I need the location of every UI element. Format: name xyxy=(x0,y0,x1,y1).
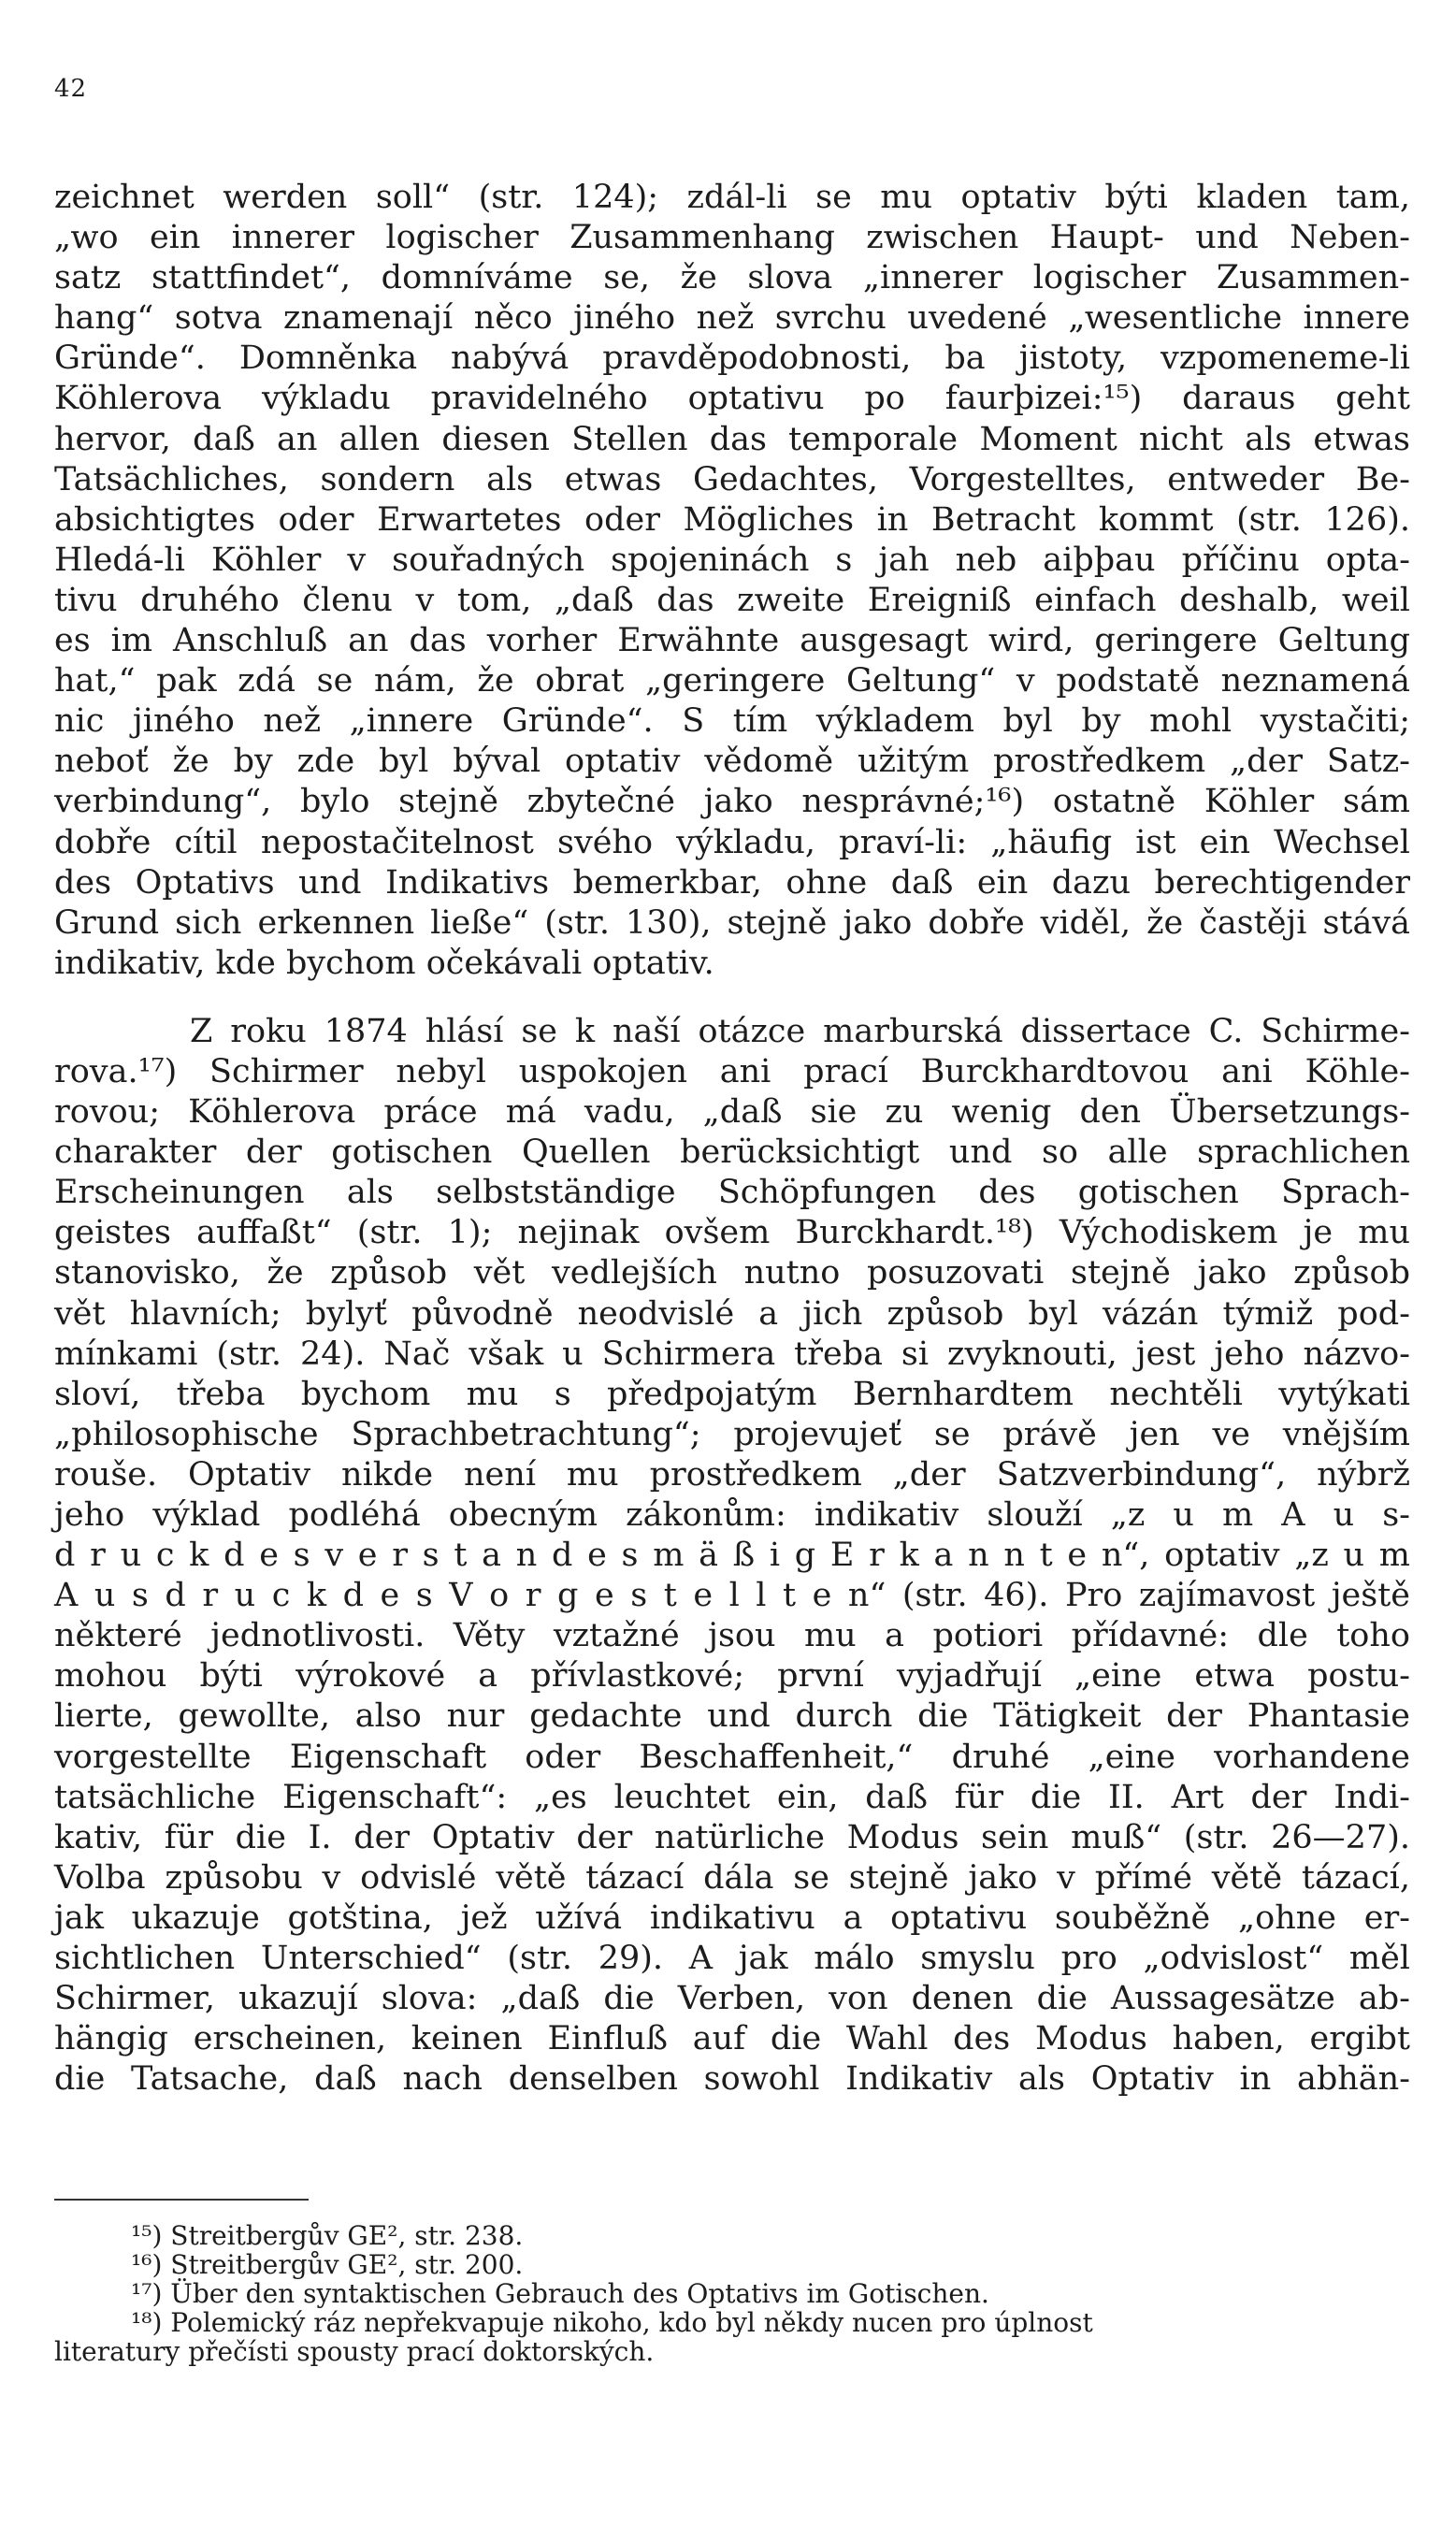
text-line: rouše. Optativ nikde není mu prostředkem „der Satzverbindung“, nýbrž xyxy=(54,1455,1410,1494)
text-line: Tatsächliches, sondern als etwas Gedachtes, Vorgestelltes, entweder Be- xyxy=(54,460,1410,498)
text-line: rova.¹⁷) Schirmer nebyl uspokojen ani prací Burckhardtovou ani Köhle- xyxy=(54,1052,1410,1090)
footnote: ¹⁸) Polemický ráz nepřekvapuje nikoho, kdo byl někdy nucen pro úplnost xyxy=(131,2307,1093,2338)
footnote-divider xyxy=(54,2199,309,2201)
footnote: ¹⁵) Streitbergův GE², str. 238. xyxy=(131,2220,524,2251)
text-line: satz stattfindet“, domníváme se, že slova „innerer logischer Zusammen- xyxy=(54,259,1410,297)
body-text xyxy=(54,178,1410,2100)
footnote: ¹⁶) Streitbergův GE², str. 200. xyxy=(131,2249,524,2280)
text-line: „wo ein innerer logischer Zusammenhang zwischen Haupt- und Neben- xyxy=(54,219,1410,257)
text-line: A u s d r u c k d e s V o r g e s t e l l t e n“ (str. 46). Pro zajímavost ještě xyxy=(54,1577,1410,1615)
text-line: dobře cítil nepostačitelnost svého výkladu, praví-li: „häufig ist ein Wechsel xyxy=(54,823,1410,861)
text-line: stanovisko, že způsob vět vedlejších nutno posuzovati stejně jako způsob xyxy=(54,1254,1410,1292)
text-line: Erscheinungen als selbstständige Schöpfungen des gotischen Sprach- xyxy=(54,1174,1410,1212)
paragraph-start-line: Z roku 1874 hlásí se k naší otázce marburská dissertace C. Schirme- xyxy=(190,1012,1410,1050)
text-line: tivu druhého členu v tom, „daß das zweite Ereigniß einfach deshalb, weil xyxy=(54,581,1410,619)
footnote: ¹⁷) Über den syntaktischen Gebrauch des Optativs im Gotischen. xyxy=(131,2278,989,2309)
text-line: vět hlavních; bylyť původně neodvislé a jich způsob byl vázán týmiž pod- xyxy=(54,1294,1410,1333)
paragraph-break xyxy=(54,984,1410,1012)
text-line: Köhlerova výkladu pravidelného optativu po faurþizei:¹⁵) daraus geht xyxy=(54,380,1410,418)
text-line: sichtlichen Unterschied“ (str. 29). A jak málo smyslu pro „odvislost“ měl xyxy=(54,1940,1410,1978)
text-line: mínkami (str. 24). Nač však u Schirmera třeba si zvyknouti, jest jeho názvo- xyxy=(54,1335,1410,1373)
text-line: nic jiného než „innere Gründe“. S tím výkladem byl by mohl vystačiti; xyxy=(54,702,1410,741)
text-line: lierte, gewollte, also nur gedachte und durch die Tätigkeit der Phantasie xyxy=(54,1697,1410,1736)
page-number: 42 xyxy=(54,75,88,103)
text-line: absichtigtes oder Erwartetes oder Mögliches in Betracht kommt (str. 126). xyxy=(54,500,1410,539)
text-line: die Tatsache, daß nach denselben sowohl Indikativ als Optativ in abhän- xyxy=(54,2060,1410,2099)
text-line: hat,“ pak zdá se nám, že obrat „geringere Geltung“ v podstatě neznamená xyxy=(54,662,1410,700)
text-line: mohou býti výrokové a přívlastkové; první vyjadřují „eine etwa postu- xyxy=(54,1657,1410,1696)
text-line: geistes auffaßt“ (str. 1); nejinak ovšem Burckhardt.¹⁸) Východiskem je mu xyxy=(54,1214,1410,1252)
text-line: neboť že by zde byl býval optativ vědomě užitým prostředkem „der Satz- xyxy=(54,743,1410,781)
text-line: „philosophische Sprachbetrachtung“; projevujeť se právě jen ve vnějším xyxy=(54,1415,1410,1453)
text-line: sloví, třeba bychom mu s předpojatým Bernhardtem nechtěli vytýkati xyxy=(54,1375,1410,1413)
text-line: zeichnet werden soll“ (str. 124); zdál-li se mu optativ býti kladen tam, xyxy=(54,179,1410,216)
footnote-continuation: literatury přečísti spousty prací doktorských. xyxy=(54,2336,655,2367)
text-line: tatsächliche Eigenschaft“: „es leuchtet ein, daß für die II. Art der Indi- xyxy=(54,1778,1410,1816)
text-line: hängig erscheinen, keinen Einfluß auf die Wahl des Modus haben, ergibt xyxy=(54,2020,1410,2058)
text-line: hang“ sotva znamenají něco jiného než svrchu uvedené „wesentliche innere xyxy=(54,299,1410,338)
paragraph-end-line: indikativ, kde bychom očekávali optativ. xyxy=(54,944,714,982)
text-line: kativ, für die I. der Optativ der natürliche Modus sein muß“ (str. 26—27). xyxy=(54,1818,1410,1856)
text-line: vorgestellte Eigenschaft oder Beschaffenheit,“ druhé „eine vorhandene xyxy=(54,1738,1410,1776)
text-line: Hledá-li Köhler v souřadných spojeninách s jah neb aiþþau příčinu opta- xyxy=(54,541,1410,579)
text-line: d r u c k d e s v e r s t a n d e s m ä ß i g E r k a n n t e n“, optativ „z u m xyxy=(54,1537,1410,1575)
text-line: hervor, daß an allen diesen Stellen das temporale Moment nicht als etwas xyxy=(54,420,1410,458)
text-line: jeho výklad podléhá obecným zákonům: indikativ slouží „z u m A u s- xyxy=(54,1496,1410,1534)
text-line: Grund sich erkennen ließe“ (str. 130), stejně jako dobře viděl, že častěji stává xyxy=(54,903,1410,942)
footnotes xyxy=(54,2221,1410,2366)
text-line: charakter der gotischen Quellen berücksichtigt und so alle sprachlichen xyxy=(54,1133,1410,1172)
text-line: rovou; Köhlerova práce má vadu, „daß sie zu wenig den Übersetzungs- xyxy=(54,1093,1410,1132)
text-line: jak ukazuje gotština, jež užívá indikativu a optativu souběžně „ohne er- xyxy=(54,1898,1410,1937)
text-line: Volba způsobu v odvislé větě tázací dála se stejně jako v přímé větě tázací, xyxy=(54,1858,1410,1897)
text-line: es im Anschluß an das vorher Erwähnte ausgesagt wird, geringere Geltung xyxy=(54,622,1410,660)
text-line: Gründe“. Domněnka nabývá pravděpodobnosti, ba jistoty, vzpomeneme-li xyxy=(54,339,1410,378)
text-line: některé jednotlivosti. Věty vztažné jsou mu a potiori přídavné: dle toho xyxy=(54,1617,1410,1655)
text-line: verbindung“, bylo stejně zbytečné jako nesprávné;¹⁶) ostatně Köhler sám xyxy=(54,783,1410,821)
text-line: des Optativs und Indikativs bemerkbar, ohne daß ein dazu berechtigender xyxy=(54,863,1410,902)
text-line: Schirmer, ukazují slova: „daß die Verben, von denen die Aussagesätze ab- xyxy=(54,1980,1410,2018)
